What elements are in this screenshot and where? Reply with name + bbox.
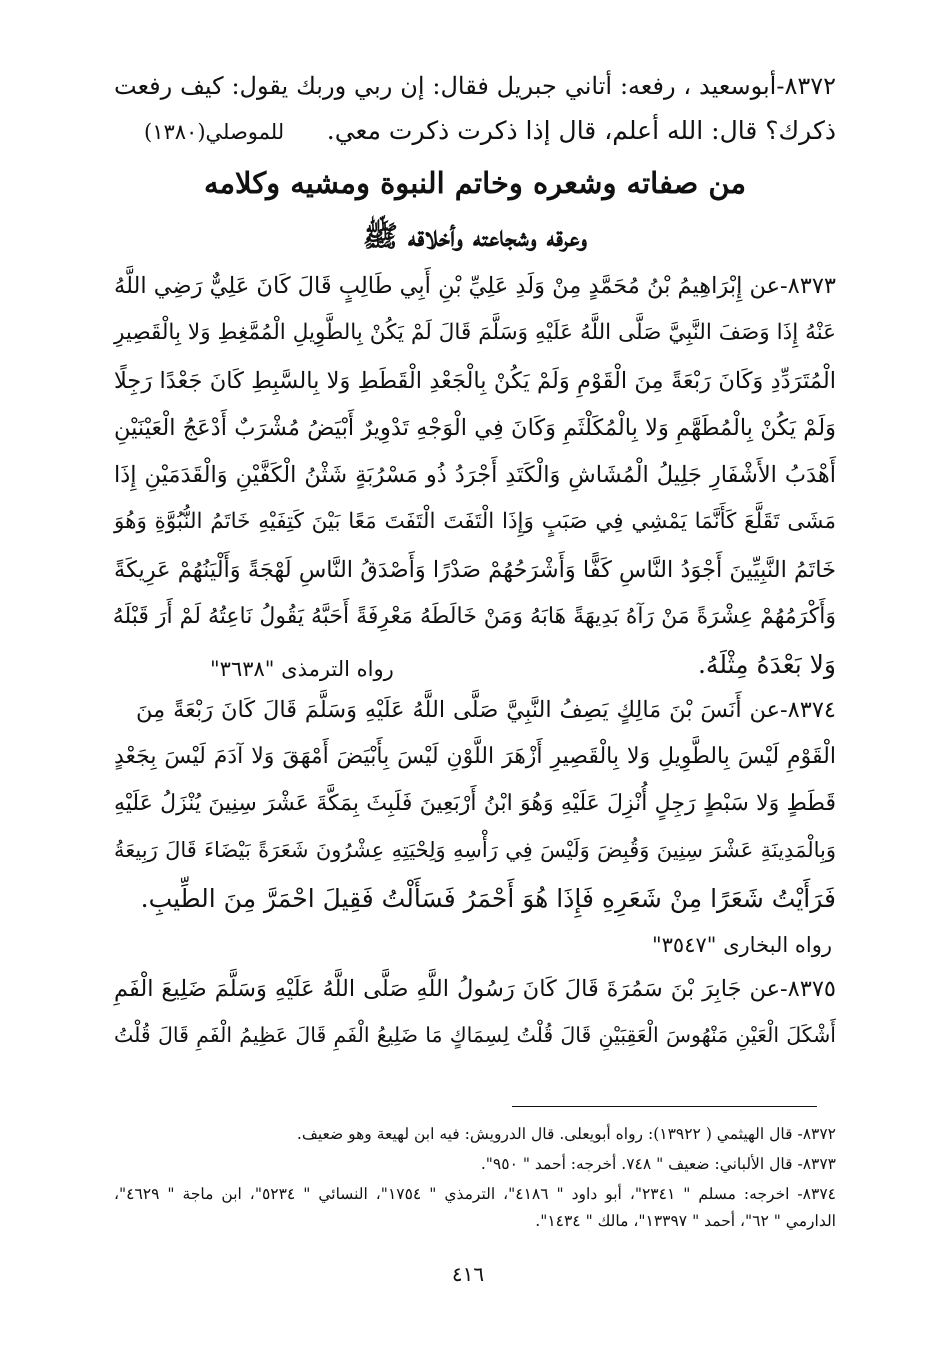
hadith-8374-line: وَبِالْمَدِينَةِ عَشْرَ سِنِينَ وَقُبِضَ وَلَيْسَ فِي رَأْسِهِ وَلِحْيَتِهِ عِشْرُونَ شَعَرَةً بَيْضَاءَ قَالَ رَبِيعَةُ <box>114 838 836 862</box>
footnote-8373: ٨٣٧٣- قال الألباني: ضعيف " ٧٤٨. أخرجه: أحمد " ٩٥٠". <box>480 1155 836 1173</box>
hadith-8373-line: الْمُتَرَدِّدِ وَكَانَ رَبْعَةً مِنَ الْقَوْمِ وَلَمْ يَكُنْ بِالْجَعْدِ الْقَطَطِ وَلا بِالسَّبِطِ كَانَ جَعْدًا رَجِلًا <box>114 368 836 394</box>
hadith-8373-last-line: وَلا بَعْدَهُ مِثْلَهُ. <box>697 650 836 679</box>
hadith-8373-source: رواه الترمذى "٣٦٣٨" <box>210 657 394 681</box>
hadith-8373-line: ٨٣٧٣-عن إِبْرَاهِيمُ بْنُ مُحَمَّدٍ مِنْ وَلَدِ عَلِيِّ بْنِ أَبِي طَالِبٍ قَالَ كَانَ عَلِيٌّ رَضِي اللَّهُ <box>114 273 836 299</box>
hadith-8373-line: عَنْهُ إِذَا وَصَفَ النَّبِيَّ صَلَّى اللَّهُ عَلَيْهِ وَسَلَّمَ قَالَ لَمْ يَكُنْ بِالطَّوِيلِ الْمُمَّغِطِ وَلا بِالْقَصِيرِ <box>114 320 836 345</box>
footnote-8374: ٨٣٧٤- اخرجه: مسلم " ٢٣٤١"، أبو داود " ٤١٨٦"، الترمذي " ١٧٥٤"، النسائي " ٥٢٣٤"، ابن ماجة " ٤٦٢٩"، <box>114 1185 836 1203</box>
hadith-8372-line-1: ٨٣٧٢-أبوسعيد ، رفعه: أتاني جبريل فقال: إن ربي وربك يقول: كيف رفعت <box>114 72 836 100</box>
hadith-8374-source: رواه البخارى "٣٥٤٧" <box>651 933 832 957</box>
section-heading-line-1: من صفاته وشعره وخاتم النبوة ومشيه وكلامه <box>203 166 747 200</box>
hadith-8372-source: للموصلي(١٣٨٠) <box>144 120 285 144</box>
hadith-8373-line: وَأَكْرَمُهُمْ عِشْرَةً مَنْ رَآهُ بَدِيهَةً هَابَهُ وَمَنْ خَالَطَهُ مَعْرِفَةً أَحَبَّهُ يَقُولُ نَاعِتُهُ لَمْ أَرَ قَبْلَهُ <box>112 604 836 629</box>
section-heading-line-2: وعرقه وشجاعته وأخلاقه ﷺ <box>362 219 588 253</box>
page-number: ٤١٦ <box>451 1262 485 1286</box>
hadith-8374-line: ٨٣٧٤-عن أَنَسَ بْنَ مَالِكٍ يَصِفُ النَّبِيَّ صَلَّى اللَّهُ عَلَيْهِ وَسَلَّمَ قَالَ كَانَ رَبْعَةً مِنَ <box>136 697 836 723</box>
hadith-8373-line: مَشَى تَقَلَّعَ كَأَنَّمَا يَمْشِي فِي صَبَبٍ وَإِذَا الْتَفَتَ الْتَفَتَ مَعًا بَيْنَ كَتِفَيْهِ خَاتَمُ النُّبُوَّةِ وَهُوَ <box>114 509 836 534</box>
footnote-8374-continued: الدارمي " ٦٢"، أحمد " ١٣٣٩٧"، مالك " ١٤٣٤". <box>535 1212 836 1230</box>
hadith-8375-line: أَشْكَلَ الْعَيْنِ مَنْهُوسَ الْعَقِبَيْنِ قَالَ قُلْتُ لِسِمَاكٍ مَا ضَلِيعُ الْفَمِ قَالَ عَظِيمُ الْفَمِ قَالَ قُلْتُ <box>114 1023 836 1047</box>
hadith-8374-line: قَطَطٍ وَلا سَبْطٍ رَجِلٍ أُنْزِلَ عَلَيْهِ وَهُوَ ابْنُ أَرْبَعِينَ فَلَبِثَ بِمَكَّةَ عَشْرَ سِنِينَ يُنْزَلُ عَلَيْهِ <box>114 791 836 816</box>
hadith-8372-line-2: ذكرك؟ قال: الله أعلم، قال إذا ذكرت ذكرت معي. <box>326 116 836 145</box>
footnote-8372: ٨٣٧٢- قال الهيثمي ( ١٣٩٢٢): رواه أبويعلى. قال الدرويش: فيه ابن لهيعة وهو ضعيف. <box>296 1125 836 1143</box>
hadith-8373-line: أَهْدَبُ الأَشْفَارِ جَلِيلُ الْمُشَاشِ وَالْكَتَدِ أَجْرَدُ ذُو مَسْرُبَةٍ شَثْنُ الْكَفَّيْنِ وَالْقَدَمَيْنِ إِذَا <box>114 462 836 488</box>
hadith-8373-line: وَلَمْ يَكُنْ بِالْمُطَهَّمِ وَلا بِالْمُكَلْثَمِ وَكَانَ فِي الْوَجْهِ تَدْوِيرٌ أَبْيَضُ مُشْرَبٌ أَدْعَجُ الْعَيْنَيْنِ <box>114 415 836 441</box>
hadith-8374-last-line: فَرَأَيْتُ شَعَرًا مِنْ شَعَرِهِ فَإِذَا هُوَ أَحْمَرُ فَسَأَلْتُ فَقِيلَ احْمَرَّ مِنَ الطِّيبِ. <box>140 884 836 913</box>
hadith-8374-line: الْقَوْمِ لَيْسَ بِالطَّوِيلِ وَلا بِالْقَصِيرِ أَزْهَرَ اللَّوْنِ لَيْسَ بِأَبْيَضَ أَمْهَقَ وَلا آدَمَ لَيْسَ بِجَعْدٍ <box>114 744 836 769</box>
footnote-separator <box>512 1106 817 1107</box>
hadith-8373-line: خَاتَمُ النَّبِيِّينَ أَجْوَدُ النَّاسِ كَفًّا وَأَشْرَحُهُمْ صَدْرًا وَأَصْدَقُ النَّاسِ لَهْجَةً وَأَلْيَنُهُمْ عَرِيكَةً <box>114 557 836 583</box>
hadith-8375-line: ٨٣٧٥-عن جَابِرَ بْنَ سَمُرَةَ قَالَ كَانَ رَسُولُ اللَّهِ صَلَّى اللَّهُ عَلَيْهِ وَسَلَّمَ ضَلِيعَ الْفَمِ <box>114 976 836 1002</box>
